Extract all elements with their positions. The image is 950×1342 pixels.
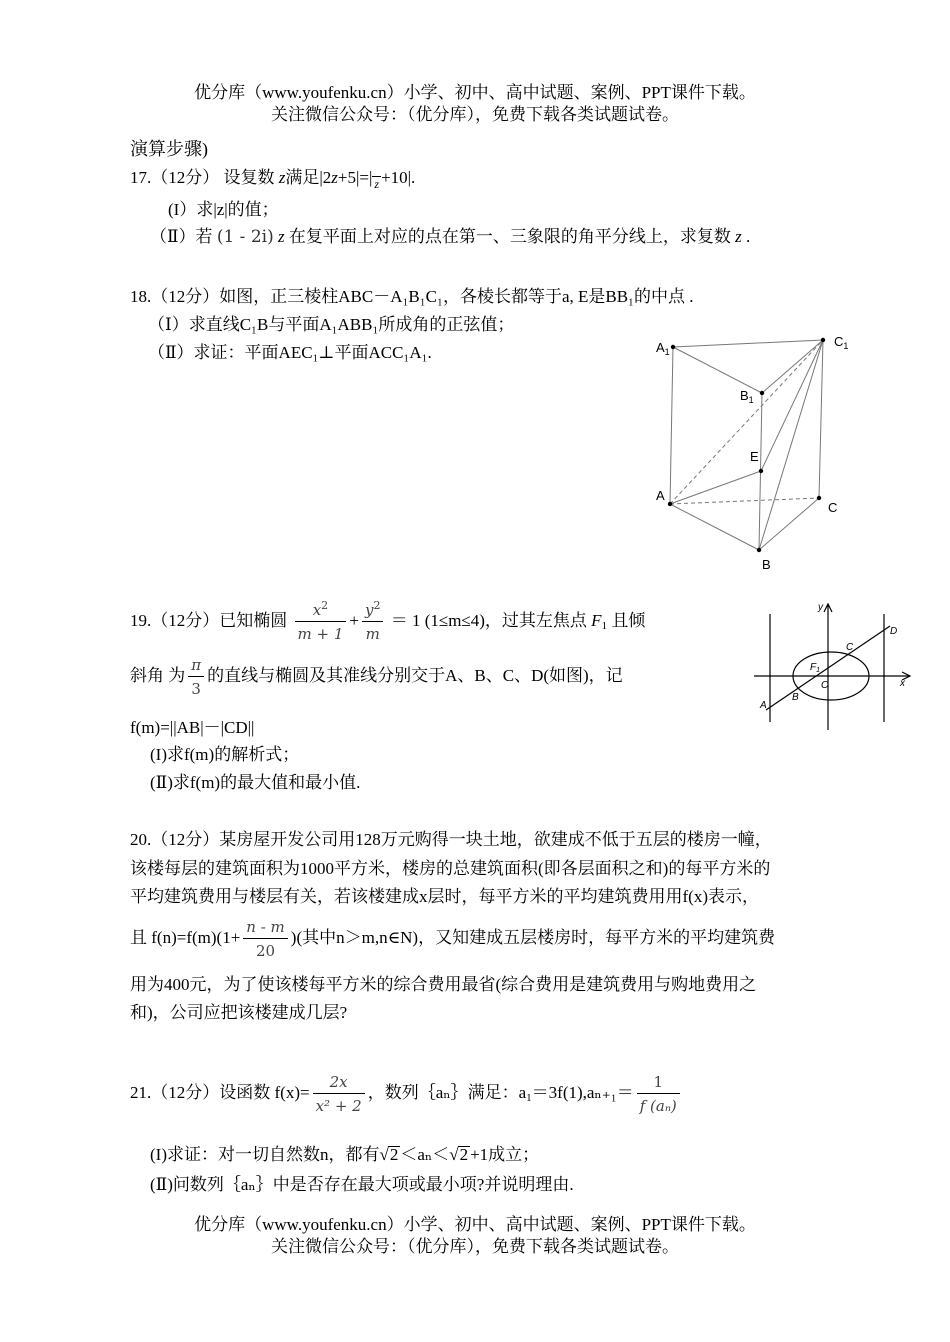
fig-label-b: B [792,692,799,703]
q17-var-z3: z [277,227,285,246]
q19-number: 19.（12分） [130,611,220,630]
fig-label-o: O [821,680,829,691]
fig-label-a: A [760,700,767,711]
q17-stem-d: +10|. [381,168,416,187]
q17-var-z: z [278,168,286,187]
q19-frac-pi: $\frac{\pi}{3}$ [188,654,204,701]
fig-label-y: y [818,602,823,613]
q20-line2: 该楼每层的建筑面积为1000平方米，楼房的总建筑面积(即各层面积之和)的每平方米的 [130,859,771,878]
edge-aa1 [670,347,673,504]
q19-part2: (Ⅱ)求f(m)的最大值和最小值. [150,773,361,792]
q21-stem-a: 21.（12分）设函数 f(x)= [130,1083,310,1102]
edge-a1c1 [673,340,823,347]
q19-stem-b: 且倾 [611,611,646,630]
q21-frac2: $\frac{1}{\text{f (aₙ)}}$ [637,1071,680,1118]
q19-line2 [130,652,623,701]
q18-prism-figure [640,330,870,580]
q21-part2: (Ⅱ)问数列｛aₙ｝中是否存在最大项或最小项?并说明理由. [150,1175,574,1194]
fig-label-d: D [890,626,898,637]
q19-f1: F [591,611,602,630]
q20-line4 [130,912,775,964]
q17-part2: （Ⅱ）若 (1 - 2i) z 在复平面上对应的点在第一、三象限的角平分线上，求复数 z . [150,227,751,247]
q18-part2: （Ⅱ）求证：平面AEC₁⊥平面ACC₁A₁. [148,343,432,362]
q19-stem: 19.（12分）已知椭圆 $\frac{x^2}{m + 1}$ + $\frac{y^2}{m}$ ＝ 1 (1≤m≤4)，过其左焦点 $F_1$ 且倾 [130,595,645,647]
q19-line2-b: 的直线与椭圆及其准线分别交于A、B、C、D(如图)，记 [207,666,623,685]
q20-line1: 20.（12分）某房屋开发公司用128万元购得一块土地，欲建成不低于五层的楼房一幢， [130,830,772,849]
q21-part1: (I)求证：对一切自然数n，都有√2 ＜aₙ＜√2 +1成立； [150,1145,540,1164]
q20-frac: $\frac{n - m}{20}$ [243,916,288,963]
q21-frac1: $\frac{2x}{\text{x² + 2}}$ [313,1071,365,1118]
q17-stem-a: 设复数 [223,168,275,187]
q19-part1: (I)求f(m)的解析式； [150,745,300,764]
label-a: A [656,488,665,503]
edge-bc [759,498,819,550]
edge-ac [670,498,819,504]
q17-expr: (1 - 2i) [216,227,274,247]
label-b1: $B_1$ [740,388,754,405]
q17-part2-b: 在复平面上对应的点在第一、三象限的角平分线上，求复数 [288,227,731,246]
edge-ec1 [761,340,823,471]
fig-label-c: C [846,642,854,653]
edge-ab [670,504,759,550]
fig-label-x: x [900,678,905,689]
q17-var-z4: z [735,227,742,246]
q21-stem-d: ＝3f(1),aₙ₊₁＝ [531,1083,634,1102]
header-line-1: 优分库（www.youfenku.cn）小学、初中、高中试题、案例、PPT课件下载。 [194,83,756,102]
q18-stem-text: 如图，正三棱柱ABC－A₁B₁C₁，各棱长都等于a, E是BB₁的中点 . [219,287,694,306]
q17-stem-b: 满足|2 [285,168,332,187]
q20-line3: 平均建筑费用与楼层有关，若该楼建成x层时，每平方米的平均建筑费用用f(x)表示， [130,887,759,906]
q21-sqrt-b: 2 [459,1145,469,1164]
q18-part1: （Ⅰ）求直线C₁B与平面A₁ABB₁所成角的正弦值； [148,315,515,334]
q19-line3: f(m)=||AB|－|CD|| [130,718,255,737]
q21-sqrt-a: 2 [389,1145,399,1164]
q17-number: 17.（12分） [130,168,220,187]
q21-part1-c: +1成立； [470,1145,540,1164]
edge-b1c1 [762,340,823,393]
q21-sub1: 1 [526,1092,532,1104]
q18-stem [130,282,693,307]
q20-line6: 和)，公司应把该楼建成几层? [130,1003,348,1022]
label-c1: $C_1$ [834,334,849,351]
fig-label-f1: $F_1$ [810,662,821,674]
q19-frac-y: $\frac{y^2}{m}$ [362,599,383,646]
edge-ae [670,471,761,504]
q21-part1-b: ＜aₙ＜ [400,1145,450,1164]
q17-var-z2: z [331,168,338,187]
edge-a1b1 [673,347,762,393]
q17-stem [130,163,416,191]
q20-line4-a: 且 f(n)=f(m)(1+ [130,928,241,947]
q18-number: 18.（12分） [130,287,220,306]
section-tail: 演算步骤) [130,139,208,159]
footer-line-2: 关注微信公众号：（优分库），免费下载各类试题试卷。 [271,1237,679,1256]
label-b: B [762,557,771,572]
q21-stem [130,1066,683,1120]
label-a1: $A_1$ [656,340,670,357]
footer-line-1: 优分库（www.youfenku.cn）小学、初中、高中试题、案例、PPT课件下载。 [194,1215,756,1234]
q19-frac-x: $\frac{x^2}{m + 1}$ [295,599,347,646]
edge-cc1 [819,340,823,498]
q17-part1: (I）求|z|的值； [168,200,279,219]
edge-bc1 [759,340,823,550]
q17-part2-a: （Ⅱ）若 [150,227,213,246]
q19-line2-a: 斜角 为 [130,666,186,685]
header-line-2: 关注微信公众号：（优分库），免费下载各类试题试卷。 [271,105,679,124]
q19-stem-a: 已知椭圆 [219,611,288,630]
q19-ellipse-figure [750,598,920,733]
q21-stem-b: ，数列｛aₙ｝满足：a [367,1083,527,1102]
label-c: C [828,500,838,515]
q19-eq-rest: ＝ 1 (1≤m≤4)，过其左焦点 [390,611,587,630]
edge-ac1 [670,340,823,504]
q21-part1-a: (I)求证：对一切自然数n，都有 [150,1145,380,1164]
q17-zbar: z [374,177,380,191]
label-e: E [750,449,759,464]
q17-stem-c: +5|=| [337,168,373,187]
q20-line5: 用为400元，为了使该楼每平方米的综合费用最省(综合费用是建筑费用与购地费用之 [130,975,757,994]
q20-line4-b: )(其中n＞m,n∈N)，又知建成五层楼房时，每平方米的平均建筑费 [290,928,776,947]
